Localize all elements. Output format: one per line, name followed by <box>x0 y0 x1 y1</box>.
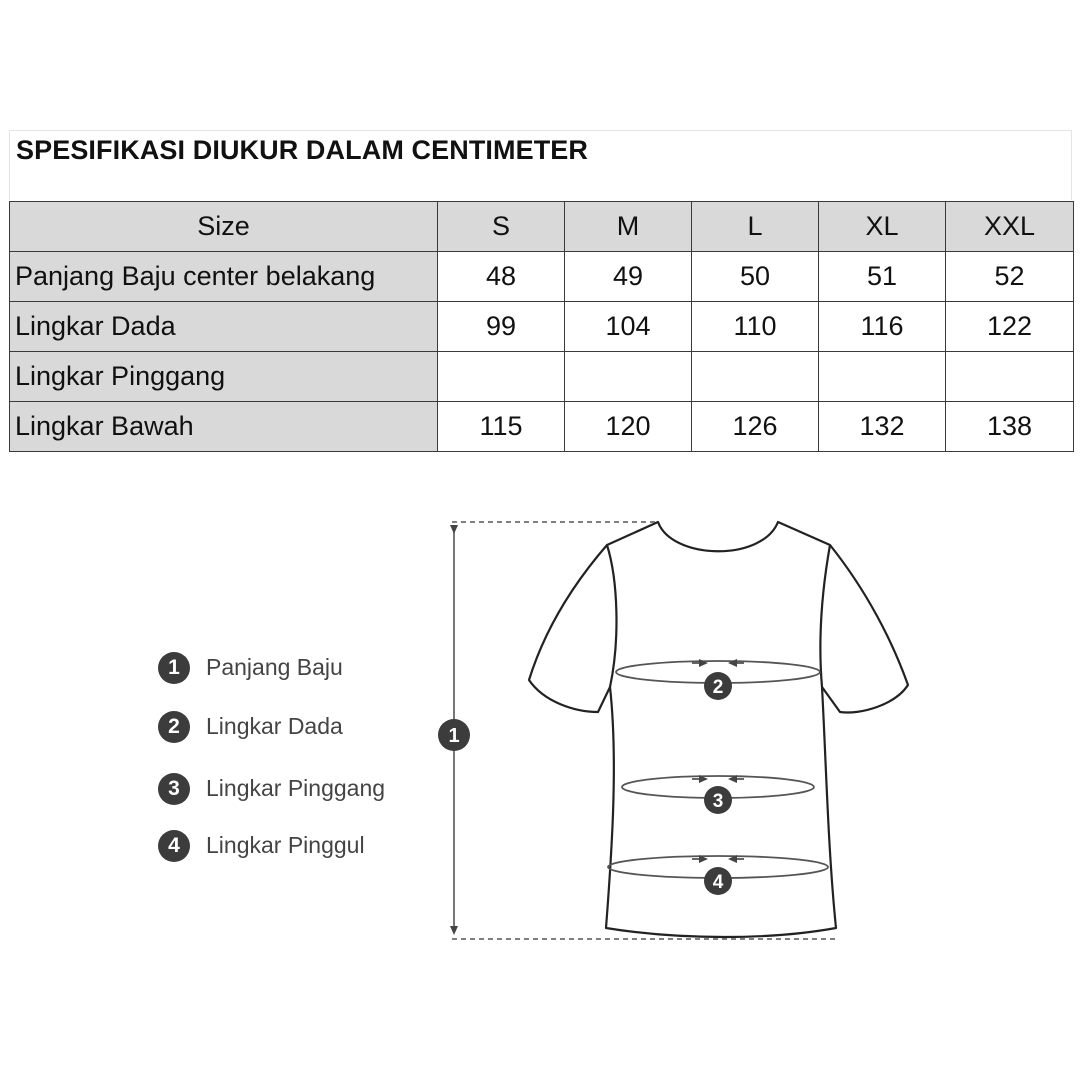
header-cell: XXL <box>946 202 1074 252</box>
table-cell: 99 <box>438 302 565 352</box>
legend-number-badge: 4 <box>158 830 190 862</box>
header-cell: L <box>692 202 819 252</box>
marker-number: 3 <box>712 791 724 812</box>
table-cell: 120 <box>565 402 692 452</box>
page-title: SPESIFIKASI DIUKUR DALAM CENTIMETER <box>16 135 589 165</box>
header-cell: XL <box>819 202 946 252</box>
marker-number: 2 <box>712 677 724 698</box>
legend-label: Lingkar Pinggul <box>206 832 365 858</box>
header-cell: S <box>438 202 565 252</box>
table-cell: 116 <box>819 302 946 352</box>
row-label: Lingkar Dada <box>10 302 438 352</box>
table-cell: 122 <box>946 302 1074 352</box>
table-cell: 115 <box>438 402 565 452</box>
header-cell: M <box>565 202 692 252</box>
legend-number-badge: 3 <box>158 773 190 805</box>
marker-1-icon <box>438 719 470 751</box>
row-label: Panjang Baju center belakang <box>10 252 438 302</box>
row-label: Lingkar Pinggang <box>10 352 438 402</box>
table-cell: 132 <box>819 402 946 452</box>
marker-2-icon <box>704 672 732 700</box>
header-cell: Size <box>10 202 438 252</box>
table-cell: 104 <box>565 302 692 352</box>
table-cell: 48 <box>438 252 565 302</box>
legend-number-badge: 1 <box>158 652 190 684</box>
legend-label: Panjang Baju <box>206 654 343 680</box>
marker-number: 1 <box>448 725 460 747</box>
marker-number: 4 <box>712 872 724 893</box>
legend-label: Lingkar Pinggang <box>206 775 386 801</box>
legend-label: Lingkar Dada <box>206 713 343 739</box>
marker-3-icon <box>704 786 732 814</box>
row-label: Lingkar Bawah <box>10 402 438 452</box>
table-cell: 110 <box>692 302 819 352</box>
table-cell: 50 <box>692 252 819 302</box>
table-cell: 138 <box>946 402 1074 452</box>
marker-4-icon <box>704 867 732 895</box>
table-cell: 49 <box>565 252 692 302</box>
table-cell: 52 <box>946 252 1074 302</box>
table-cell: 126 <box>692 402 819 452</box>
legend-number-badge: 2 <box>158 711 190 743</box>
table-cell: 51 <box>819 252 946 302</box>
